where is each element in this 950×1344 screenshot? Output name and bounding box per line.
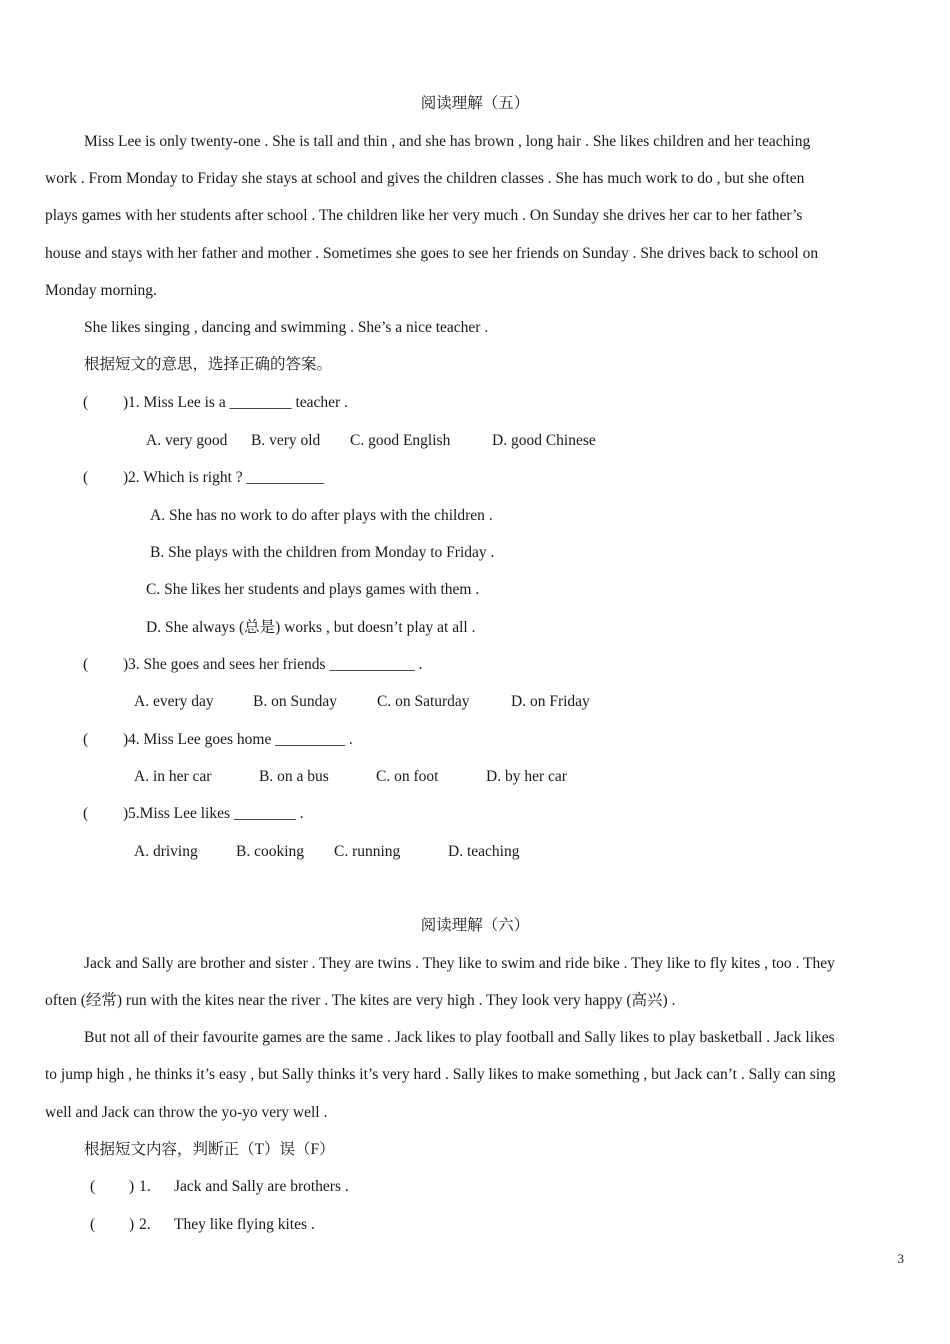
answer-paren-close: ) [129,1216,135,1233]
answer-paren-close: ) [123,469,129,486]
option-d: D. on Friday [511,693,590,710]
option-b: B. cooking [236,843,305,860]
answer-paren-close: ) [123,731,129,748]
page-number: 3 [897,1251,904,1266]
answer-paren-open[interactable]: ( [83,656,89,673]
statement-number: 1. [139,1178,151,1195]
option-b: B. very old [251,432,321,449]
section6-title: 阅读理解（六） [420,917,530,934]
answer-paren-open[interactable]: ( [90,1216,96,1233]
option-d: D. She always (总是) works , but doesn’t play at all . [146,619,476,636]
option-b: B. She plays with the children from Monday to Friday . [150,544,495,561]
question-text: 1. Miss Lee is a ________ teacher . [128,394,348,411]
section6-passage-line: often (经常) run with the kites near the river . The kites are very high . They look very happy (高兴) . [45,992,676,1009]
option-a: A. She has no work to do after plays with the children . [150,507,493,524]
option-a: A. driving [134,843,198,860]
section6-passage-line: But not all of their favourite games are the same . Jack likes to play football and Sally likes to play basketball . Jack likes [84,1029,835,1046]
option-d: D. teaching [448,843,520,860]
statement-text: They like flying kites . [174,1216,315,1233]
section6-passage-line: Jack and Sally are brother and sister . They are twins . They like to swim and ride bike . They like to fly kites , too . They [84,955,835,972]
option-c: C. She likes her students and plays games with them . [146,581,480,598]
section5-title: 阅读理解（五） [420,95,530,112]
option-c: C. on foot [376,768,439,785]
option-d: D. by her car [486,768,567,785]
option-b: B. on Sunday [253,693,337,710]
question-text: 4. Miss Lee goes home _________ . [128,731,353,748]
answer-paren-open[interactable]: ( [90,1178,96,1195]
option-c: C. running [334,843,401,860]
section5-passage-line: Monday morning. [45,282,157,299]
answer-paren-open[interactable]: ( [83,394,89,411]
section5-passage-line: She likes singing , dancing and swimming . She’s a nice teacher . [84,319,489,336]
section6-passage-line: to jump high , he thinks it’s easy , but Sally thinks it’s very hard . Sally likes to make something , but Jack can’t . Sally can sing [45,1066,836,1083]
answer-paren-open[interactable]: ( [83,805,89,822]
section6-passage-line: well and Jack can throw the yo-yo very well . [45,1104,328,1121]
answer-paren-close: ) [123,394,129,411]
section6-instruction: 根据短文内容，判断正（T）误（F） [84,1141,335,1158]
option-a: A. every day [134,693,214,710]
statement-text: Jack and Sally are brothers . [174,1178,349,1195]
option-c: C. on Saturday [377,693,470,710]
question-text: 5.Miss Lee likes ________ . [128,805,304,822]
option-a: A. in her car [134,768,212,785]
option-c: C. good English [350,432,451,449]
section5-passage-line: plays games with her students after school . The children like her very much . On Sunday she drives her car to her father’s [45,207,803,224]
statement-number: 2. [139,1216,151,1233]
answer-paren-close: ) [129,1178,135,1195]
answer-paren-open[interactable]: ( [83,731,89,748]
option-a: A. very good [146,432,228,449]
option-d: D. good Chinese [492,432,596,449]
question-text: 3. She goes and sees her friends ___________ . [128,656,423,673]
question-text: 2. Which is right ? __________ [128,469,325,486]
section5-passage-line: work . From Monday to Friday she stays at school and gives the children classes . She has much work to do , but she often [45,170,805,187]
answer-paren-open[interactable]: ( [83,469,89,486]
answer-paren-close: ) [123,805,129,822]
section5-instruction: 根据短文的意思，选择正确的答案。 [84,356,333,373]
option-b: B. on a bus [259,768,329,785]
answer-paren-close: ) [123,656,129,673]
section5-passage-line: house and stays with her father and mother . Sometimes she goes to see her friends on Sunday . She drives back to school on [45,245,819,262]
section5-passage-line: Miss Lee is only twenty-one . She is tall and thin , and she has brown , long hair . She likes children and her teaching [84,133,811,150]
